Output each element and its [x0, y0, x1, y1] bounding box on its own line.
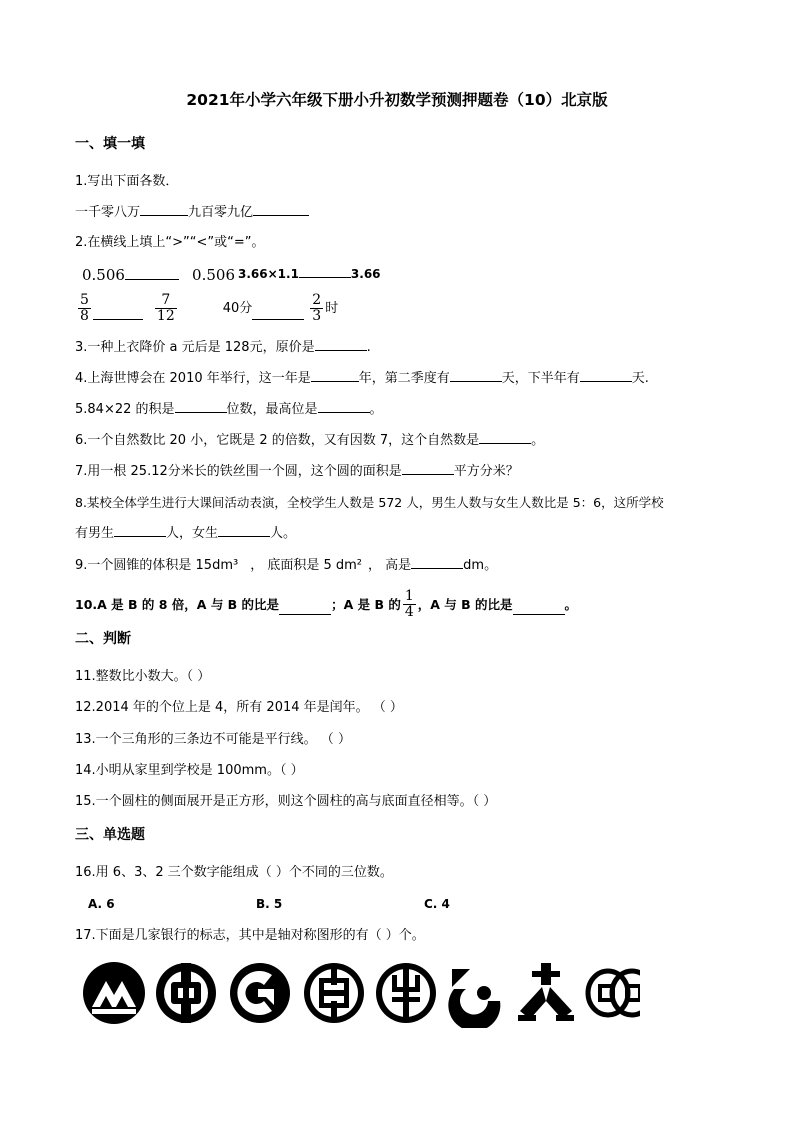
answer-blank[interactable] [450, 369, 502, 382]
answer-blank[interactable] [93, 307, 143, 320]
china-merchants-bank-logo [83, 962, 145, 1024]
question-5: 5.84×22 的积是 位数，最高位是 。 [75, 402, 383, 417]
answer-blank[interactable] [252, 307, 304, 320]
compare-left-1: 0.506 [82, 266, 125, 284]
answer-blank[interactable] [479, 431, 531, 444]
answer-blank[interactable] [580, 369, 632, 382]
answer-blank[interactable] [125, 267, 179, 280]
question-16-option-b[interactable]: B. 5 [256, 897, 283, 911]
question-1-items [75, 203, 309, 222]
question-8-line-2: 有男生 人，女生 人。 [75, 526, 297, 541]
compare-right-1: 0.506 [192, 266, 235, 284]
question-9: 9.一个圆锥的体积是 15dm³ ， 底面积是 5 dm² ， 高是 dm。 [75, 558, 498, 573]
answer-blank[interactable] [311, 369, 359, 382]
answer-blank[interactable] [218, 524, 270, 537]
answer-blank[interactable] [315, 338, 367, 351]
question-6: 6.一个自然数比 20 小，它既是 2 的倍数，又有因数 7，这个自然数是 。 [75, 433, 545, 448]
question-2-row-2 [76, 293, 338, 324]
answer-blank[interactable] [140, 203, 188, 216]
question-4: 4.上海世博会在 2010 年举行，这一年是 年，第二季度有 天，下半年有 天. [75, 371, 649, 386]
question-15: 15.一个圆柱的侧面展开是正方形，则这个圆柱的高与底面直径相等。（ ） [75, 794, 497, 809]
agricultural-bank-logo [376, 963, 436, 1023]
everbright-bank-logo [448, 969, 500, 1028]
question-2-stem: 2.在横线上填上“>”“<”或“=”。 [75, 235, 265, 250]
question-17-stem: 17.下面是几家银行的标志，其中是轴对称图形的有（ ）个。 [75, 928, 425, 943]
fraction-7-12: $\frac{7}{12}$ [156, 292, 175, 324]
answer-blank[interactable] [318, 400, 370, 413]
question-3: 3.一种上衣降价 a 元后是 128元，原价是 . [75, 340, 371, 355]
compare-left-2: 3.66×1.1 [238, 267, 299, 281]
question-7: 7.用一根 25.12分米长的铁丝围一个圆，这个圆的面积是 平方分米？ [75, 464, 519, 479]
answer-blank[interactable] [411, 556, 463, 569]
question-16-stem: 16.用 6、3、2 三个数字能组成（ ）个不同的三位数。 [75, 865, 393, 880]
china-minsheng-bank-logo [518, 963, 574, 1021]
china-construction-bank-logo [230, 963, 290, 1023]
bank-logos-row [80, 958, 640, 1028]
question-16-option-a[interactable]: A. 6 [88, 897, 115, 911]
section-heading-judge: 二、判断 [75, 631, 131, 647]
compare-left-4: 40分 [222, 300, 253, 316]
compare-right-2: 3.66 [350, 267, 381, 281]
page-title: 2021年小学六年级下册小升初数学预测押题卷（10）北京版 [186, 91, 608, 109]
answer-blank[interactable] [299, 265, 351, 278]
question-14: 14.小明从家里到学校是 100mm。（ ） [75, 763, 304, 778]
question-12: 12.2014 年的个位上是 4，所有 2014 年是闰年。 （ ） [75, 700, 403, 715]
question-1-stem: 1.写出下面各数． [75, 174, 179, 189]
question-8-line-1: 8.某校全体学生进行大课间活动表演，全校学生人数是 572 人，男生人数与女生人数比是 5：6，这所学校 [75, 495, 664, 510]
answer-blank[interactable] [279, 602, 331, 615]
question-2-row-1 [82, 265, 235, 284]
fraction-5-8: $\frac{5}{8}$ [80, 292, 89, 324]
question-1-item-b: 九百零九亿 [188, 205, 254, 220]
section-heading-choice: 三、单选题 [75, 827, 145, 843]
fraction-2-3: $\frac{2}{3}$ [312, 292, 322, 324]
bank-of-china-logo [156, 963, 216, 1023]
answer-blank[interactable] [402, 462, 454, 475]
question-10: 10.A 是 B 的 8 倍，A 与 B 的比是 ；A 是 B 的 $\frac{1}{4}$ ，A 与 B 的比是 。 [75, 588, 578, 620]
question-13: 13.一个三角形的三条边不可能是平行线。 （ ） [75, 732, 351, 747]
question-1-item-a: 一千零八万 [75, 205, 141, 220]
section-heading-fill: 一、填一填 [75, 136, 145, 152]
answer-blank[interactable] [114, 524, 166, 537]
answer-blank[interactable] [513, 602, 565, 615]
answer-blank[interactable] [175, 400, 227, 413]
icbc-logo [304, 963, 364, 1023]
answer-blank[interactable] [253, 203, 309, 216]
compare-right-4-unit: 时 [325, 300, 339, 316]
fraction-1-4: $\frac{1}{4}$ [404, 588, 414, 620]
question-11: 11.整数比小数大。（ ） [75, 669, 211, 684]
question-2-row-1b [238, 265, 381, 283]
bank-of-communications-logo [588, 971, 640, 1015]
question-16-option-c[interactable]: C. 4 [424, 897, 450, 911]
